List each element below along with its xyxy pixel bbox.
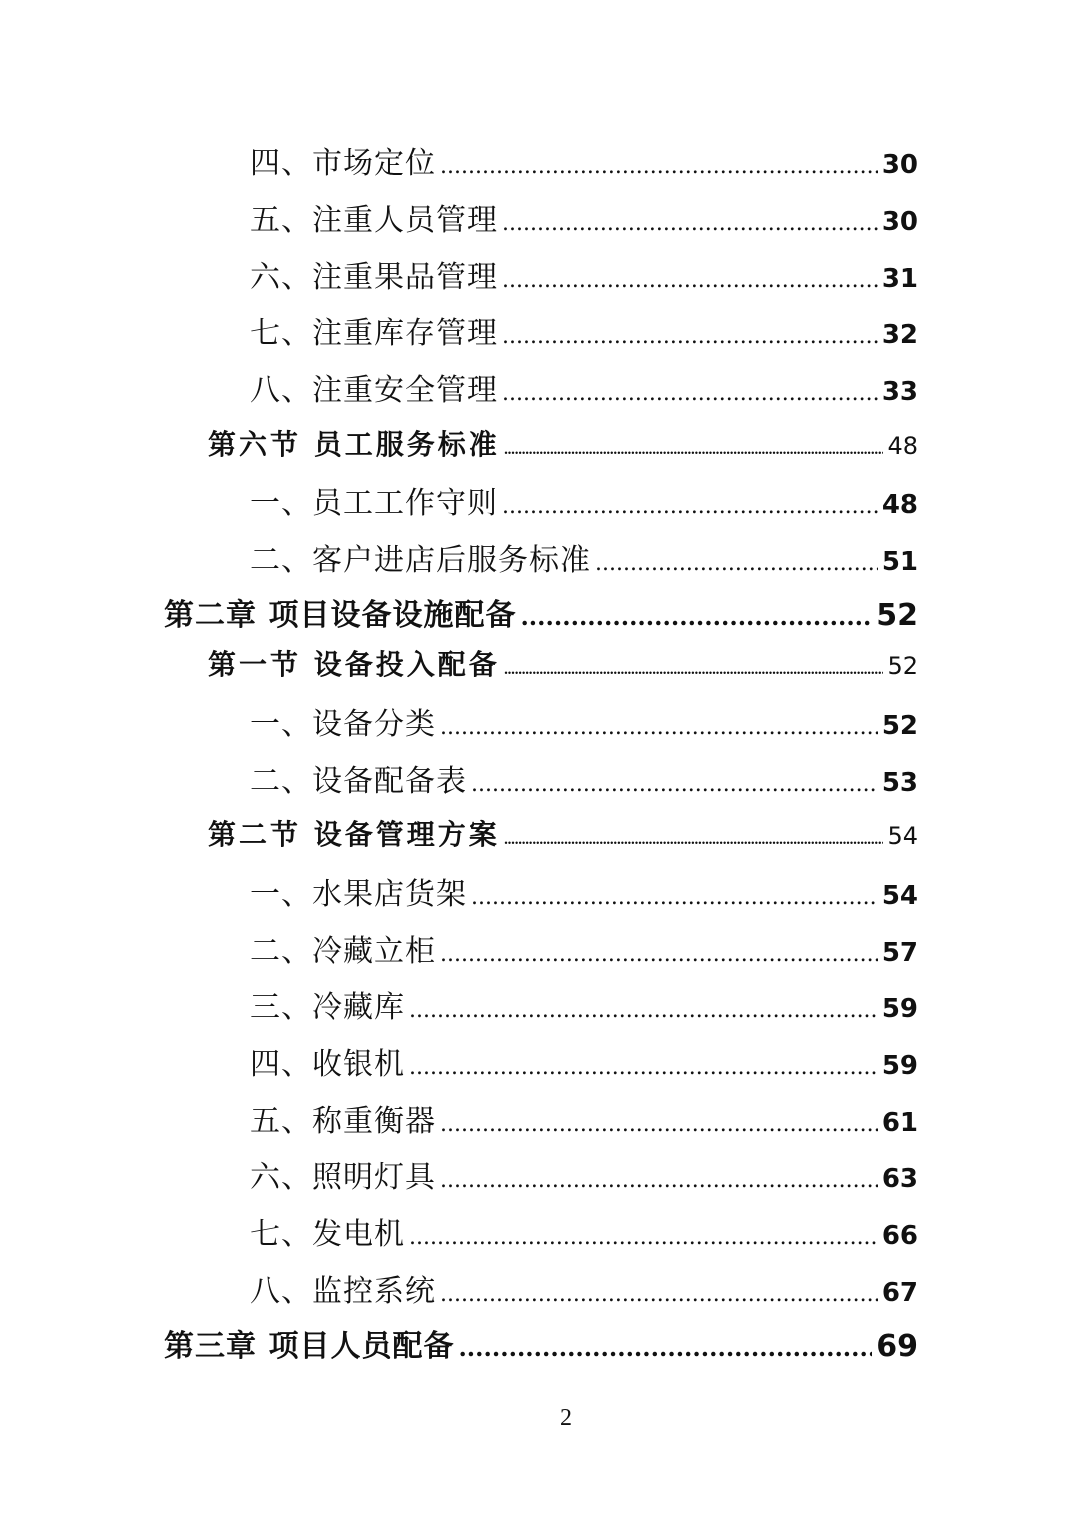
toc-entry-title: 六、注重果品管理 <box>250 260 498 295</box>
toc-entry-page: 51 <box>881 547 918 577</box>
toc-entry-title: 五、注重人员管理 <box>250 203 498 238</box>
dot-leader <box>440 715 878 740</box>
page-number: 2 <box>560 1405 572 1431</box>
toc-entry-page: 66 <box>881 1221 918 1251</box>
toc-entry-title: 一、水果店货架 <box>250 877 467 912</box>
dot-leader <box>471 772 878 797</box>
toc-entry-page: 59 <box>881 1051 918 1081</box>
toc-entry[interactable] <box>0 195 918 238</box>
toc-section-entry[interactable] <box>0 643 918 683</box>
toc-entry-title: 四、市场定位 <box>250 146 436 181</box>
dot-leader <box>504 833 884 848</box>
toc-entry-page: 61 <box>881 1108 918 1138</box>
toc-entry[interactable] <box>0 1152 918 1195</box>
toc-entry-title: 第二节 设备管理方案 <box>208 818 500 851</box>
toc-entry-page: 67 <box>881 1278 918 1308</box>
dot-leader <box>458 1333 872 1362</box>
toc-entry-title: 一、设备分类 <box>250 707 436 742</box>
toc-entry[interactable] <box>0 1209 918 1252</box>
toc-entry[interactable] <box>0 982 918 1025</box>
toc-entry-page: 48 <box>881 490 918 520</box>
toc-entry[interactable] <box>0 252 918 295</box>
toc-entry-title: 第六节 员工服务标准 <box>208 428 500 461</box>
toc-section-entry[interactable] <box>0 813 918 853</box>
dot-leader <box>504 663 884 678</box>
toc-entry-title: 八、监控系统 <box>250 1274 436 1309</box>
dot-leader <box>502 494 878 519</box>
toc-entry-title: 三、冷藏库 <box>250 990 405 1025</box>
dot-leader <box>409 1225 878 1250</box>
toc-entry-page: 53 <box>881 768 918 798</box>
toc-entry-page: 32 <box>881 320 918 350</box>
toc-entry[interactable] <box>0 699 918 742</box>
toc-entry-page: 54 <box>887 822 918 850</box>
toc-entry-page: 63 <box>881 1164 918 1194</box>
toc-entry-title: 二、客户进店后服务标准 <box>250 543 591 578</box>
dot-leader <box>409 998 878 1023</box>
toc-entry-title: 第二章 项目设备设施配备 <box>164 598 517 633</box>
toc-entry[interactable] <box>0 365 918 408</box>
toc-entry-page: 52 <box>881 711 918 741</box>
toc-entry-page: 57 <box>881 938 918 968</box>
toc-entry-title: 二、冷藏立柜 <box>250 934 436 969</box>
toc-entry-title: 二、设备配备表 <box>250 764 467 799</box>
toc-entry-title: 四、收银机 <box>250 1047 405 1082</box>
toc-entry-page: 33 <box>881 377 918 407</box>
dot-leader <box>502 324 878 349</box>
dot-leader <box>440 942 878 967</box>
dot-leader <box>502 211 878 236</box>
toc-chapter-entry[interactable] <box>0 590 918 634</box>
dot-leader <box>504 443 884 458</box>
toc-entry-page: 59 <box>881 994 918 1024</box>
toc-entry[interactable] <box>0 756 918 799</box>
toc-entry-page: 54 <box>881 881 918 911</box>
toc-entry-page: 52 <box>887 652 918 680</box>
dot-leader <box>409 1055 878 1080</box>
dot-leader <box>595 551 878 576</box>
toc-entry[interactable] <box>0 1096 918 1139</box>
toc-entry[interactable] <box>0 138 918 181</box>
toc-entry-title: 七、发电机 <box>250 1217 405 1252</box>
toc-entry-title: 第一节 设备投入配备 <box>208 648 500 681</box>
dot-leader <box>502 268 878 293</box>
toc-entry-page: 31 <box>881 264 918 294</box>
toc-chapter-entry[interactable] <box>0 1321 918 1365</box>
dot-leader <box>502 381 878 406</box>
toc-entry[interactable] <box>0 869 918 912</box>
dot-leader <box>520 602 872 631</box>
toc-entry-page: 30 <box>881 207 918 237</box>
toc-entry[interactable] <box>0 308 918 351</box>
toc-entry-page: 30 <box>881 150 918 180</box>
toc-entry-title: 第三章 项目人员配备 <box>164 1329 455 1364</box>
toc-entry-page: 52 <box>876 598 918 633</box>
toc-entry-title: 八、注重安全管理 <box>250 373 498 408</box>
toc-entry-title: 一、员工工作守则 <box>250 486 498 521</box>
toc-section-entry[interactable] <box>0 423 918 463</box>
toc-entry[interactable] <box>0 478 918 521</box>
toc-entry[interactable] <box>0 535 918 578</box>
toc-entry-page: 48 <box>887 432 918 460</box>
toc-entry[interactable] <box>0 1266 918 1309</box>
dot-leader <box>440 1282 878 1307</box>
toc-entry-title: 五、称重衡器 <box>250 1104 436 1139</box>
dot-leader <box>471 885 878 910</box>
toc-entry[interactable] <box>0 1039 918 1082</box>
dot-leader <box>440 1168 878 1193</box>
dot-leader <box>440 1112 878 1137</box>
toc-entry-title: 七、注重库存管理 <box>250 316 498 351</box>
toc-entry-page: 69 <box>876 1329 918 1364</box>
dot-leader <box>440 154 878 179</box>
toc-entry[interactable] <box>0 926 918 969</box>
toc-entry-title: 六、照明灯具 <box>250 1160 436 1195</box>
